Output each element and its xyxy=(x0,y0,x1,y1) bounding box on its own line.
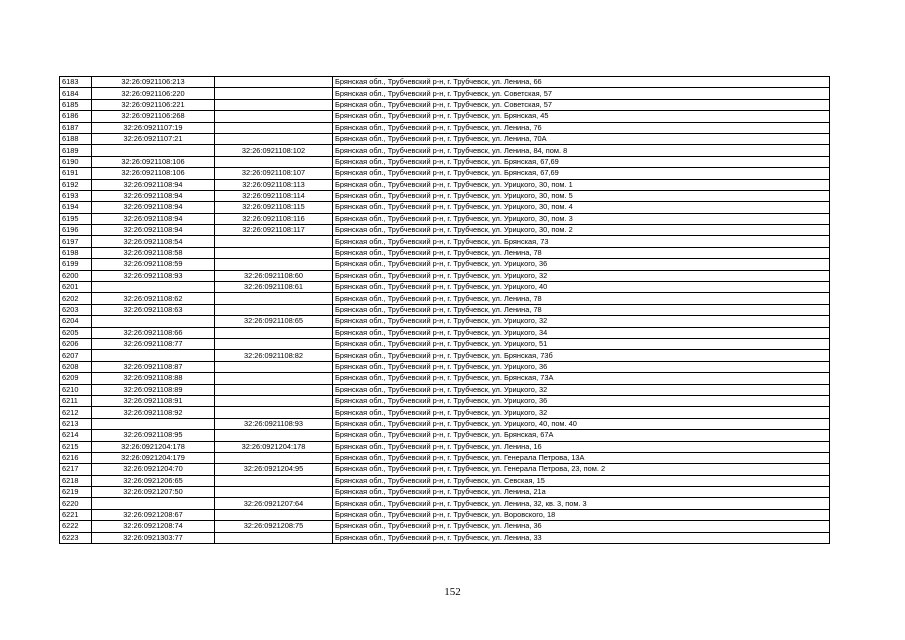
cadastral-number-cell: 32:26:0921107:21 xyxy=(92,133,215,144)
building-cadastral-number-cell xyxy=(215,532,333,543)
cadastral-number-cell: 32:26:0921108:54 xyxy=(92,236,215,247)
row-number-cell: 6202 xyxy=(60,293,92,304)
cadastral-number-cell xyxy=(92,282,215,293)
cadastral-number-cell: 32:26:0921108:106 xyxy=(92,156,215,167)
row-number-cell: 6196 xyxy=(60,225,92,236)
address-cell: Брянская обл., Трубчевский р-н, г. Трубчевск, ул. Урицкого, 40, пом. 40 xyxy=(333,418,830,429)
table-row xyxy=(60,145,830,156)
building-cadastral-number-cell xyxy=(215,361,333,372)
table-row xyxy=(60,122,830,133)
row-number-cell: 6194 xyxy=(60,202,92,213)
cadastral-number-cell: 32:26:0921106:268 xyxy=(92,111,215,122)
page-number: 152 xyxy=(444,586,461,598)
table-row xyxy=(60,133,830,144)
cadastral-number-cell xyxy=(92,418,215,429)
table-row xyxy=(60,236,830,247)
cadastral-number-cell: 32:26:0921303:77 xyxy=(92,532,215,543)
address-cell: Брянская обл., Трубчевский р-н, г. Трубчевск, ул. Урицкого, 32 xyxy=(333,407,830,418)
row-number-cell: 6217 xyxy=(60,464,92,475)
table-row xyxy=(60,338,830,349)
cadastral-number-cell: 32:26:0921207:50 xyxy=(92,487,215,498)
address-cell: Брянская обл., Трубчевский р-н, г. Трубчевск, ул. Ленина, 32, кв. 3, пом. 3 xyxy=(333,498,830,509)
building-cadastral-number-cell xyxy=(215,487,333,498)
table-row xyxy=(60,407,830,418)
cadastral-number-cell: 32:26:0921108:63 xyxy=(92,304,215,315)
building-cadastral-number-cell: 32:26:0921108:93 xyxy=(215,418,333,429)
address-cell: Брянская обл., Трубчевский р-н, г. Трубчевск, ул. Урицкого, 30, пом. 1 xyxy=(333,179,830,190)
building-cadastral-number-cell xyxy=(215,338,333,349)
building-cadastral-number-cell xyxy=(215,236,333,247)
cadastral-number-cell: 32:26:0921108:95 xyxy=(92,430,215,441)
address-cell: Брянская обл., Трубчевский р-н, г. Трубчевск, ул. Урицкого, 40 xyxy=(333,282,830,293)
row-number-cell: 6204 xyxy=(60,316,92,327)
building-cadastral-number-cell xyxy=(215,384,333,395)
cadastral-number-cell: 32:26:0921108:58 xyxy=(92,247,215,258)
row-number-cell: 6189 xyxy=(60,145,92,156)
building-cadastral-number-cell: 32:26:0921108:116 xyxy=(215,213,333,224)
cadastral-number-cell: 32:26:0921107:19 xyxy=(92,122,215,133)
row-number-cell: 6219 xyxy=(60,487,92,498)
row-number-cell: 6201 xyxy=(60,282,92,293)
address-cell: Брянская обл., Трубчевский р-н, г. Трубчевск, ул. Урицкого, 36 xyxy=(333,361,830,372)
building-cadastral-number-cell xyxy=(215,77,333,88)
building-cadastral-number-cell xyxy=(215,293,333,304)
table-row xyxy=(60,487,830,498)
address-cell: Брянская обл., Трубчевский р-н, г. Трубчевск, ул. Воровского, 18 xyxy=(333,509,830,520)
row-number-cell: 6199 xyxy=(60,259,92,270)
table-row xyxy=(60,99,830,110)
table-row xyxy=(60,327,830,338)
row-number-cell: 6192 xyxy=(60,179,92,190)
cadastral-number-cell: 32:26:0921204:70 xyxy=(92,464,215,475)
row-number-cell: 6200 xyxy=(60,270,92,281)
address-cell: Брянская обл., Трубчевский р-н, г. Трубчевск, ул. Урицкого, 32 xyxy=(333,270,830,281)
building-cadastral-number-cell xyxy=(215,247,333,258)
table-row xyxy=(60,190,830,201)
building-cadastral-number-cell xyxy=(215,452,333,463)
building-cadastral-number-cell xyxy=(215,88,333,99)
table-row xyxy=(60,395,830,406)
cadastral-number-cell: 32:26:0921204:178 xyxy=(92,441,215,452)
table-row xyxy=(60,361,830,372)
building-cadastral-number-cell xyxy=(215,327,333,338)
building-cadastral-number-cell: 32:26:0921108:117 xyxy=(215,225,333,236)
building-cadastral-number-cell: 32:26:0921204:95 xyxy=(215,464,333,475)
building-cadastral-number-cell: 32:26:0921207:64 xyxy=(215,498,333,509)
address-cell: Брянская обл., Трубчевский р-н, г. Трубчевск, ул. Брянская, 73А xyxy=(333,373,830,384)
table-row xyxy=(60,464,830,475)
address-cell: Брянская обл., Трубчевский р-н, г. Трубчевск, ул. Советская, 57 xyxy=(333,88,830,99)
address-cell: Брянская обл., Трубчевский р-н, г. Трубчевск, ул. Советская, 57 xyxy=(333,99,830,110)
address-cell: Брянская обл., Трубчевский р-н, г. Трубчевск, ул. Ленина, 70А xyxy=(333,133,830,144)
row-number-cell: 6211 xyxy=(60,395,92,406)
row-number-cell: 6190 xyxy=(60,156,92,167)
row-number-cell: 6193 xyxy=(60,190,92,201)
address-cell: Брянская обл., Трубчевский р-н, г. Трубчевск, ул. Урицкого, 30, пом. 3 xyxy=(333,213,830,224)
building-cadastral-number-cell xyxy=(215,475,333,486)
building-cadastral-number-cell xyxy=(215,395,333,406)
row-number-cell: 6223 xyxy=(60,532,92,543)
cadastral-number-cell: 32:26:0921108:94 xyxy=(92,190,215,201)
row-number-cell: 6207 xyxy=(60,350,92,361)
address-cell: Брянская обл., Трубчевский р-н, г. Трубчевск, ул. Ленина, 36 xyxy=(333,521,830,532)
table-row xyxy=(60,509,830,520)
cadastral-number-cell: 32:26:0921108:106 xyxy=(92,168,215,179)
row-number-cell: 6216 xyxy=(60,452,92,463)
row-number-cell: 6215 xyxy=(60,441,92,452)
row-number-cell: 6213 xyxy=(60,418,92,429)
cadastral-number-cell xyxy=(92,498,215,509)
building-cadastral-number-cell xyxy=(215,133,333,144)
building-cadastral-number-cell xyxy=(215,259,333,270)
table-row xyxy=(60,168,830,179)
cadastral-table-body xyxy=(60,77,830,544)
cadastral-number-cell: 32:26:0921208:74 xyxy=(92,521,215,532)
row-number-cell: 6220 xyxy=(60,498,92,509)
building-cadastral-number-cell: 32:26:0921108:65 xyxy=(215,316,333,327)
cadastral-number-cell: 32:26:0921108:91 xyxy=(92,395,215,406)
table-row xyxy=(60,452,830,463)
row-number-cell: 6212 xyxy=(60,407,92,418)
address-cell: Брянская обл., Трубчевский р-н, г. Трубчевск, ул. Брянская, 73б xyxy=(333,350,830,361)
cadastral-number-cell: 32:26:0921108:93 xyxy=(92,270,215,281)
cadastral-number-cell: 32:26:0921108:94 xyxy=(92,225,215,236)
cadastral-number-cell: 32:26:0921206:65 xyxy=(92,475,215,486)
cadastral-number-cell: 32:26:0921204:179 xyxy=(92,452,215,463)
row-number-cell: 6218 xyxy=(60,475,92,486)
table-row xyxy=(60,213,830,224)
building-cadastral-number-cell: 32:26:0921108:61 xyxy=(215,282,333,293)
table-row xyxy=(60,441,830,452)
address-cell: Брянская обл., Трубчевский р-н, г. Трубчевск, ул. Ленина, 16 xyxy=(333,441,830,452)
table-row xyxy=(60,77,830,88)
table-row xyxy=(60,475,830,486)
cadastral-number-cell: 32:26:0921108:92 xyxy=(92,407,215,418)
cadastral-number-cell: 32:26:0921108:62 xyxy=(92,293,215,304)
row-number-cell: 6203 xyxy=(60,304,92,315)
address-cell: Брянская обл., Трубчевский р-н, г. Трубчевск, ул. Ленина, 78 xyxy=(333,247,830,258)
cadastral-number-cell: 32:26:0921108:94 xyxy=(92,213,215,224)
row-number-cell: 6209 xyxy=(60,373,92,384)
cadastral-number-cell xyxy=(92,350,215,361)
building-cadastral-number-cell xyxy=(215,373,333,384)
cadastral-number-cell: 32:26:0921106:213 xyxy=(92,77,215,88)
table-row xyxy=(60,202,830,213)
building-cadastral-number-cell xyxy=(215,509,333,520)
row-number-cell: 6187 xyxy=(60,122,92,133)
row-number-cell: 6198 xyxy=(60,247,92,258)
address-cell: Брянская обл., Трубчевский р-н, г. Трубчевск, ул. Ленина, 21а xyxy=(333,487,830,498)
building-cadastral-number-cell: 32:26:0921108:82 xyxy=(215,350,333,361)
address-cell: Брянская обл., Трубчевский р-н, г. Трубчевск, ул. Брянская, 45 xyxy=(333,111,830,122)
row-number-cell: 6197 xyxy=(60,236,92,247)
table-row xyxy=(60,293,830,304)
address-cell: Брянская обл., Трубчевский р-н, г. Трубчевск, ул. Брянская, 67,69 xyxy=(333,156,830,167)
row-number-cell: 6205 xyxy=(60,327,92,338)
address-cell: Брянская обл., Трубчевский р-н, г. Трубчевск, ул. Ленина, 76 xyxy=(333,122,830,133)
building-cadastral-number-cell xyxy=(215,99,333,110)
cadastral-number-cell: 32:26:0921106:220 xyxy=(92,88,215,99)
table-row xyxy=(60,282,830,293)
address-cell: Брянская обл., Трубчевский р-н, г. Трубчевск, ул. Урицкого, 51 xyxy=(333,338,830,349)
cadastral-table xyxy=(59,76,830,544)
address-cell: Брянская обл., Трубчевский р-н, г. Трубчевск, ул. Генерала Петрова, 13А xyxy=(333,452,830,463)
row-number-cell: 6222 xyxy=(60,521,92,532)
address-cell: Брянская обл., Трубчевский р-н, г. Трубчевск, ул. Урицкого, 34 xyxy=(333,327,830,338)
address-cell: Брянская обл., Трубчевский р-н, г. Трубчевск, ул. Урицкого, 36 xyxy=(333,259,830,270)
address-cell: Брянская обл., Трубчевский р-н, г. Трубчевск, ул. Урицкого, 30, пом. 2 xyxy=(333,225,830,236)
table-row xyxy=(60,270,830,281)
table-row xyxy=(60,247,830,258)
building-cadastral-number-cell xyxy=(215,430,333,441)
row-number-cell: 6210 xyxy=(60,384,92,395)
table-row xyxy=(60,225,830,236)
cadastral-number-cell: 32:26:0921108:89 xyxy=(92,384,215,395)
table-row xyxy=(60,418,830,429)
table-row xyxy=(60,316,830,327)
building-cadastral-number-cell xyxy=(215,111,333,122)
row-number-cell: 6184 xyxy=(60,88,92,99)
row-number-cell: 6206 xyxy=(60,338,92,349)
row-number-cell: 6195 xyxy=(60,213,92,224)
cadastral-number-cell: 32:26:0921108:87 xyxy=(92,361,215,372)
address-cell: Брянская обл., Трубчевский р-н, г. Трубчевск, ул. Генерала Петрова, 23, пом. 2 xyxy=(333,464,830,475)
row-number-cell: 6208 xyxy=(60,361,92,372)
address-cell: Брянская обл., Трубчевский р-н, г. Трубчевск, ул. Ленина, 84, пом. 8 xyxy=(333,145,830,156)
building-cadastral-number-cell xyxy=(215,156,333,167)
row-number-cell: 6183 xyxy=(60,77,92,88)
address-cell: Брянская обл., Трубчевский р-н, г. Трубчевск, ул. Урицкого, 32 xyxy=(333,316,830,327)
address-cell: Брянская обл., Трубчевский р-н, г. Трубчевск, ул. Брянская, 73 xyxy=(333,236,830,247)
row-number-cell: 6214 xyxy=(60,430,92,441)
table-row xyxy=(60,111,830,122)
address-cell: Брянская обл., Трубчевский р-н, г. Трубчевск, ул. Брянская, 67А xyxy=(333,430,830,441)
building-cadastral-number-cell: 32:26:0921108:113 xyxy=(215,179,333,190)
cadastral-number-cell: 32:26:0921108:94 xyxy=(92,202,215,213)
cadastral-number-cell: 32:26:0921108:94 xyxy=(92,179,215,190)
cadastral-number-cell xyxy=(92,145,215,156)
table-row xyxy=(60,384,830,395)
table-row xyxy=(60,521,830,532)
address-cell: Брянская обл., Трубчевский р-н, г. Трубчевск, ул. Севская, 15 xyxy=(333,475,830,486)
cadastral-number-cell: 32:26:0921108:59 xyxy=(92,259,215,270)
cadastral-number-cell: 32:26:0921106:221 xyxy=(92,99,215,110)
building-cadastral-number-cell xyxy=(215,407,333,418)
row-number-cell: 6191 xyxy=(60,168,92,179)
building-cadastral-number-cell xyxy=(215,304,333,315)
address-cell: Брянская обл., Трубчевский р-н, г. Трубчевск, ул. Урицкого, 36 xyxy=(333,395,830,406)
address-cell: Брянская обл., Трубчевский р-н, г. Трубчевск, ул. Ленина, 33 xyxy=(333,532,830,543)
building-cadastral-number-cell: 32:26:0921108:60 xyxy=(215,270,333,281)
cadastral-number-cell: 32:26:0921108:77 xyxy=(92,338,215,349)
table-row xyxy=(60,350,830,361)
table-row xyxy=(60,156,830,167)
cadastral-number-cell: 32:26:0921108:66 xyxy=(92,327,215,338)
building-cadastral-number-cell xyxy=(215,122,333,133)
address-cell: Брянская обл., Трубчевский р-н, г. Трубчевск, ул. Урицкого, 30, пом. 4 xyxy=(333,202,830,213)
cadastral-number-cell: 32:26:0921108:88 xyxy=(92,373,215,384)
cadastral-number-cell: 32:26:0921208:67 xyxy=(92,509,215,520)
row-number-cell: 6221 xyxy=(60,509,92,520)
table-row xyxy=(60,498,830,509)
row-number-cell: 6188 xyxy=(60,133,92,144)
row-number-cell: 6185 xyxy=(60,99,92,110)
address-cell: Брянская обл., Трубчевский р-н, г. Трубчевск, ул. Брянская, 67,69 xyxy=(333,168,830,179)
building-cadastral-number-cell: 32:26:0921108:102 xyxy=(215,145,333,156)
table-row xyxy=(60,259,830,270)
address-cell: Брянская обл., Трубчевский р-н, г. Трубчевск, ул. Ленина, 66 xyxy=(333,77,830,88)
address-cell: Брянская обл., Трубчевский р-н, г. Трубчевск, ул. Урицкого, 32 xyxy=(333,384,830,395)
table-row xyxy=(60,88,830,99)
address-cell: Брянская обл., Трубчевский р-н, г. Трубчевск, ул. Ленина, 78 xyxy=(333,304,830,315)
cadastral-number-cell xyxy=(92,316,215,327)
table-row xyxy=(60,304,830,315)
building-cadastral-number-cell: 32:26:0921204:178 xyxy=(215,441,333,452)
table-row xyxy=(60,532,830,543)
building-cadastral-number-cell: 32:26:0921108:115 xyxy=(215,202,333,213)
address-cell: Брянская обл., Трубчевский р-н, г. Трубчевск, ул. Ленина, 78 xyxy=(333,293,830,304)
row-number-cell: 6186 xyxy=(60,111,92,122)
table-row xyxy=(60,179,830,190)
building-cadastral-number-cell: 32:26:0921208:75 xyxy=(215,521,333,532)
table-row xyxy=(60,430,830,441)
table-row xyxy=(60,373,830,384)
address-cell: Брянская обл., Трубчевский р-н, г. Трубчевск, ул. Урицкого, 30, пом. 5 xyxy=(333,190,830,201)
building-cadastral-number-cell: 32:26:0921108:114 xyxy=(215,190,333,201)
building-cadastral-number-cell: 32:26:0921108:107 xyxy=(215,168,333,179)
